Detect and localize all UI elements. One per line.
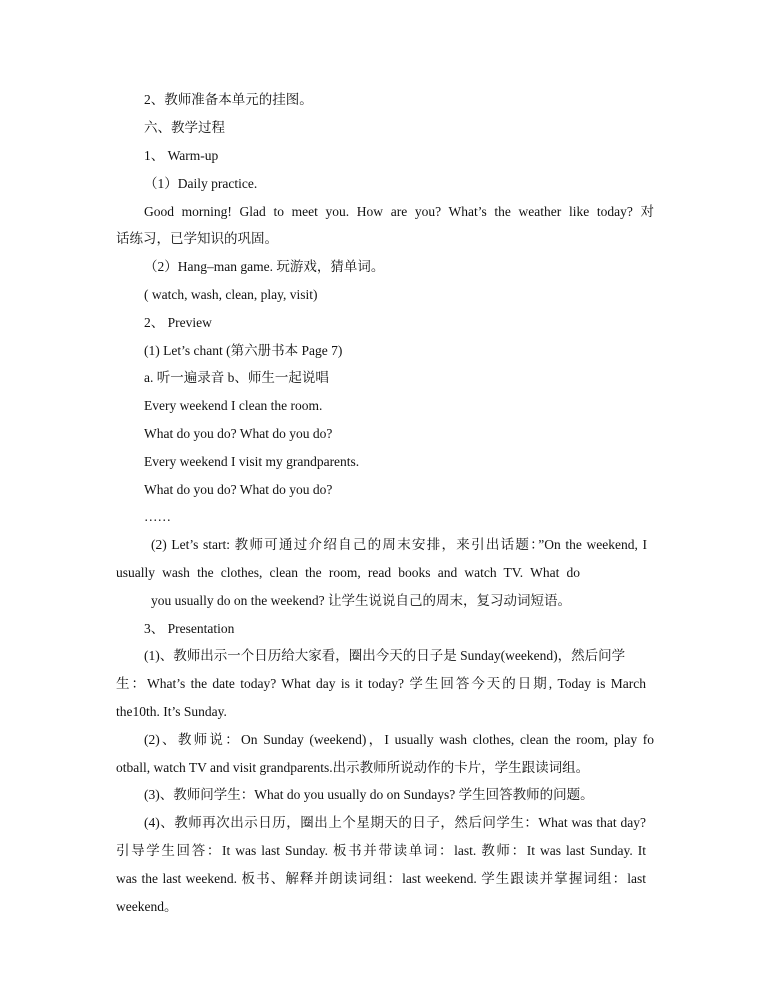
text-line: a. 听一遍录音 b、师生一起说唱 [144,370,329,385]
text-line: Good morning! Glad to meet you. How are you? What’s the weather like today? 对 [144,204,654,219]
text-line: (1)、教师出示一个日历给大家看，圈出今天的日子是 Sunday(weekend)，然后问学 [144,648,626,663]
chant-line: Every weekend I visit my grandparents. [144,454,360,469]
text-line: usually wash the clothes, clean the room, read books and watch TV. What do [116,565,580,580]
text-line: (2) Let’s start: 教师可通过介绍自己的周末安排，来引出话题：”On the weekend, I [151,537,647,552]
text-line: 引导学生回答：It was last Sunday. 板书并带读单词：last. 教师：It was last Sunday. It [116,843,646,858]
text-line: 2、教师准备本单元的挂图。 [144,92,313,107]
step-heading: 2、 Preview [144,315,212,330]
text-line: (2)、教师说：On Sunday (weekend)，I usually wash clothes, clean the room, play fo [144,732,654,747]
text-line: (1) Let’s chant (第六册书本 Page 7) [144,343,343,358]
text-line: （1）Daily practice. [144,176,258,191]
text-line: (3)、教师问学生：What do you usually do on Sundays? 学生回答教师的问题。 [144,787,594,802]
text-line: ( watch, wash, clean, play, visit) [144,287,318,302]
chant-line: Every weekend I clean the room. [144,398,323,413]
ellipsis: …… [144,509,171,524]
text-line: otball, watch TV and visit grandparents.出示教师所说动作的卡片，学生跟读词组。 [116,760,590,775]
text-line: you usually do on the weekend? 让学生说说自己的周末，复习动词短语。 [151,593,571,608]
text-line: the10th. It’s Sunday. [116,704,227,719]
chant-line: What do you do? What do you do? [144,426,333,441]
step-heading: 3、 Presentation [144,621,235,636]
text-line: (4)、教师再次出示日历，圈出上个星期天的日子，然后问学生：What was that day? [144,815,646,830]
text-line: was the last weekend. 板书、解释并朗读词组：last weekend. 学生跟读并掌握词组：last [116,871,646,886]
step-heading: 1、 Warm-up [144,148,219,163]
text-line: 生：What’s the date today? What day is it today? 学生回答今天的日期, Today is March [116,676,646,691]
text-line: weekend。 [116,899,178,914]
text-line: （2）Hang–man game. 玩游戏，猜单词。 [144,259,385,274]
section-heading: 六、教学过程 [144,120,225,135]
text-line: 话练习，已学知识的巩固。 [116,231,278,246]
chant-line: What do you do? What do you do? [144,482,333,497]
